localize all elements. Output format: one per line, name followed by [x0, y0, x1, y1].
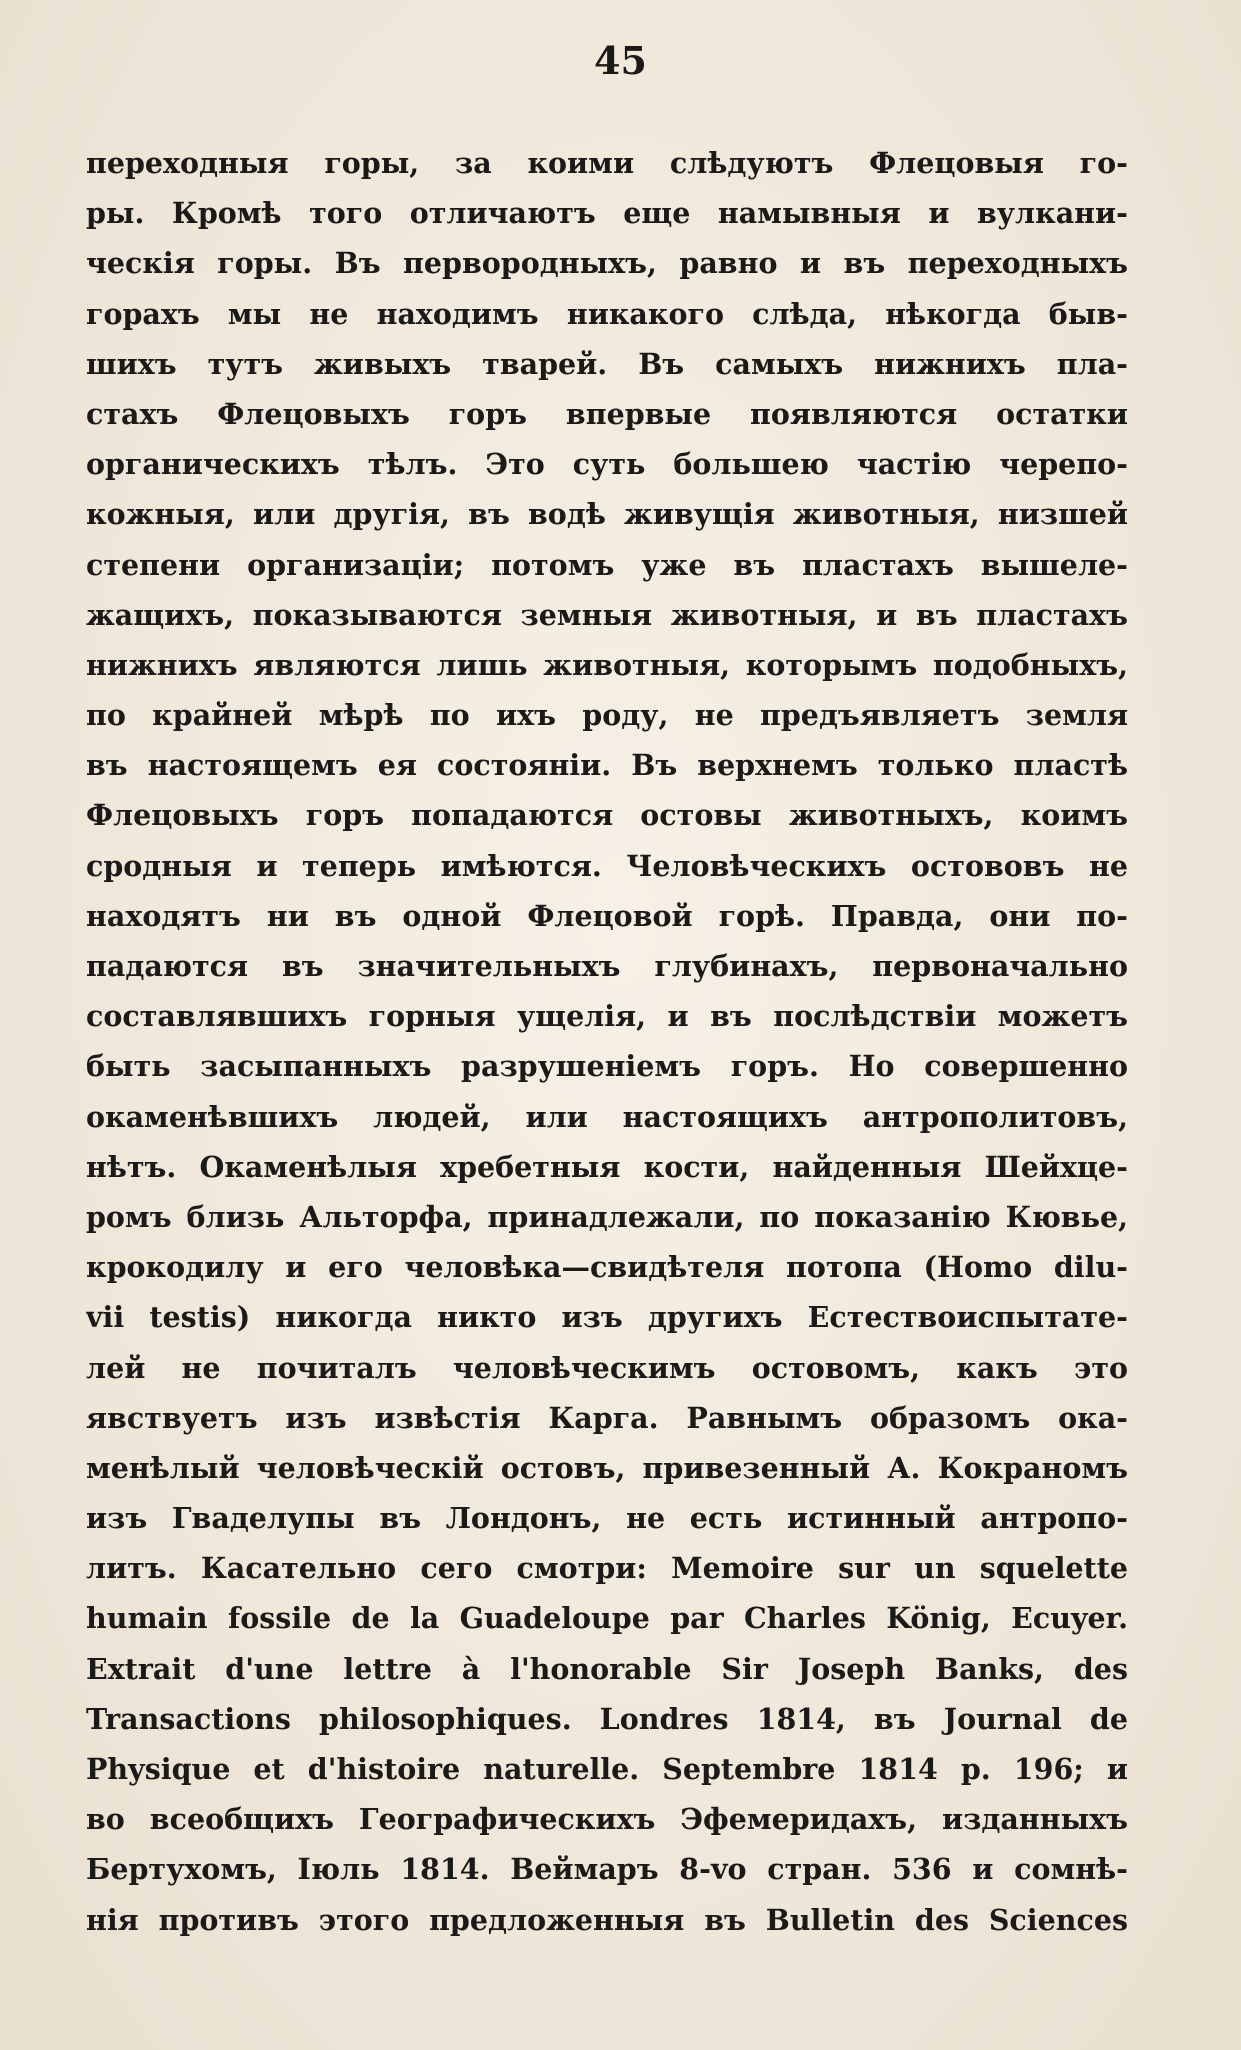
text-line: явствуетъ изъ извѣстія Карга. Равнымъ образомъ ока-: [86, 1400, 1128, 1435]
text-line: ческія горы. Въ первородныхъ, равно и въ переходныхъ: [86, 246, 1128, 281]
text-line: по крайней мѣрѣ по ихъ роду, не предъявляетъ земля: [86, 698, 1128, 733]
text-line: лей не почиталъ человѣческимъ остовомъ, какъ это: [86, 1350, 1128, 1385]
text-line: жащихъ, показываются земныя животныя, и въ пластахъ: [86, 597, 1128, 632]
text-line: литъ. Касательно сего смотри: Memoire sur un squelette: [86, 1551, 1128, 1586]
text-line: ры. Кромѣ того отличаютъ еще намывныя и вулкани-: [86, 196, 1128, 231]
text-line: горахъ мы не находимъ никакого слѣда, нѣкогда быв-: [86, 296, 1128, 331]
text-line: крокодилу и его человѣка—свидѣтеля потопа (Homo dilu-: [86, 1250, 1128, 1285]
text-line: быть засыпанныхъ разрушеніемъ горъ. Но совершенно: [86, 1049, 1128, 1084]
text-line: составлявшихъ горныя ущелія, и въ послѣдствіи можетъ: [86, 999, 1128, 1034]
text-line: Physique et d'histoire naturelle. Septembre 1814 p. 196; и: [86, 1752, 1128, 1786]
text-line: Бертухомъ, Іюль 1814. Веймаръ 8-vo стран. 536 и сомнѣ-: [86, 1852, 1128, 1887]
text-line: шихъ тутъ живыхъ тварей. Въ самыхъ нижнихъ пла-: [86, 346, 1128, 381]
text-line: органическихъ тѣлъ. Это суть большею частію черепо-: [86, 447, 1128, 482]
text-line: во всеобщихъ Географическихъ Эфемеридахъ, изданныхъ: [86, 1802, 1128, 1837]
text-line: переходныя горы, за коими слѣдуютъ Флецовыя го-: [86, 146, 1128, 180]
text-line: стахъ Флецовыхъ горъ впервые появляются остатки: [86, 396, 1128, 431]
text-line: нѣтъ. Окаменѣлыя хребетныя кости, найденныя Шейхце-: [86, 1149, 1128, 1184]
text-line: Extrait d'une lettre à l'honorable Sir Joseph Banks, des: [86, 1651, 1128, 1686]
text-line: степени организаціи; потомъ уже въ пластахъ вышеле-: [86, 547, 1128, 582]
text-line: нижнихъ являются лишь животныя, которымъ подобныхъ,: [86, 647, 1128, 682]
text-line: изъ Гваделупы въ Лондонъ, не есть истинный антропо-: [86, 1501, 1128, 1536]
text-line: ромъ близь Альторфа, принадлежали, по показанію Кювье,: [86, 1199, 1128, 1234]
text-line: менѣлый человѣческій остовъ, привезенный А. Кокраномъ: [86, 1450, 1128, 1485]
text-line: падаются въ значительныхъ глубинахъ, первоначально: [86, 949, 1128, 983]
body-text: [86, 138, 1128, 1945]
text-line: окаменѣвшихъ людей, или настоящихъ антрополитовъ,: [86, 1099, 1128, 1134]
text-line: Transactions philosophiques. Londres 1814, въ Journal de: [86, 1701, 1128, 1736]
text-line: находятъ ни въ одной Флецовой горѣ. Правда, они по-: [86, 898, 1128, 933]
text-line: нія противъ этого предложенныя въ Bulletin des Sciences: [86, 1902, 1128, 1937]
page-number: 45: [594, 38, 647, 83]
text-line: въ настоящемъ ея состояніи. Въ верхнемъ только пластѣ: [86, 748, 1128, 783]
text-line: Флецовыхъ горъ попадаются остовы животныхъ, коимъ: [86, 798, 1128, 833]
text-line: humain fossile de la Guadeloupe par Charles König, Ecuyer.: [86, 1601, 1128, 1636]
text-line: кожныя, или другія, въ водѣ живущія животныя, низшей: [86, 497, 1128, 532]
text-line: vii testis) никогда никто изъ другихъ Естествоиспытате-: [86, 1300, 1128, 1335]
text-line: сродныя и теперь имѣются. Человѣческихъ остововъ не: [86, 848, 1128, 883]
